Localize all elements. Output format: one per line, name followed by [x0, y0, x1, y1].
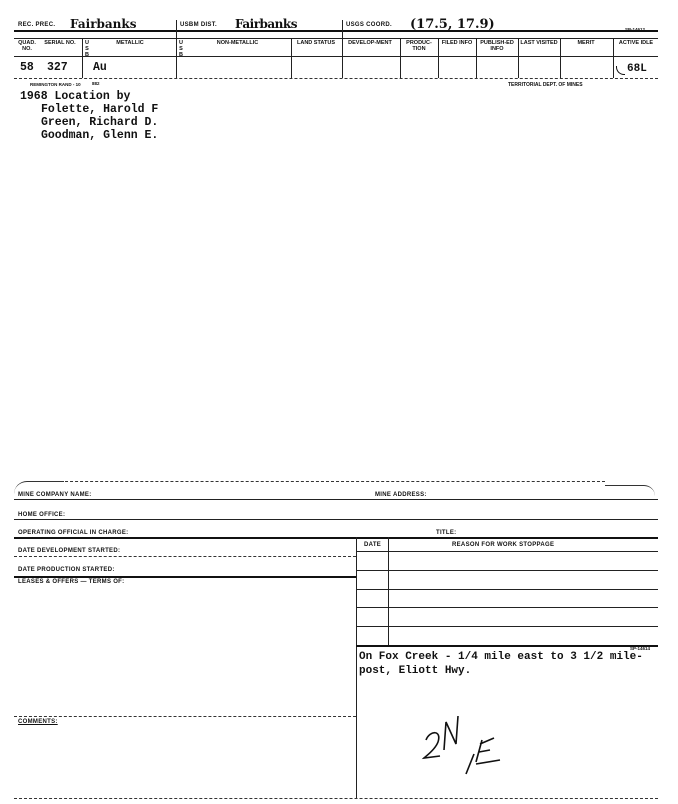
rec-prec-value: Fairbanks [70, 17, 137, 31]
stoppage-row-5 [356, 645, 658, 647]
location-name-2: Green, Richard D. [41, 116, 159, 129]
record-dashed-rule [14, 78, 658, 79]
stoppage-date-divider [388, 537, 389, 645]
col-metallic: METALLIC [116, 40, 144, 46]
column-header-rule [14, 56, 658, 57]
col-quad-no: QUAD. NO. [18, 40, 36, 52]
col-usb-nonmetallic: U S B [179, 40, 183, 58]
handwritten-grid-ref-text [416, 700, 419, 701]
col-usb-metallic: U S B [85, 40, 89, 58]
rec-prec-label: REC. PREC. [18, 22, 56, 28]
home-office-rule [14, 519, 658, 520]
mine-address-label: MINE ADDRESS: [375, 492, 427, 498]
location-heading: 1968 Location by [20, 90, 131, 103]
stoppage-row-4 [356, 626, 658, 627]
col-serial-no: SERIAL NO. [44, 40, 76, 46]
date-development-rule [14, 556, 356, 557]
col-div-prod [400, 38, 401, 78]
col-development: DEVELOP-MENT [348, 40, 392, 46]
stoppage-row-3 [356, 607, 658, 608]
usgs-coord-label: USGS COORD. [346, 22, 392, 28]
col-published-info: PUBLISH-ED INFO [480, 40, 514, 52]
stoppage-reason-header: REASON FOR WORK STOPPAGE [452, 542, 555, 548]
col-div-pub [476, 38, 477, 78]
header-divider-2 [342, 20, 343, 78]
header-divider-1 [176, 20, 177, 78]
bottom-curve-right [605, 485, 655, 496]
col-active-idle: ACTIVE IDLE [618, 40, 654, 46]
col-div-filed [438, 38, 439, 78]
usbm-dist-label: USBM DIST. [180, 22, 218, 28]
col-div-merit [560, 38, 561, 78]
home-office-label: HOME OFFICE: [18, 512, 66, 518]
territorial-dept-stamp: TERRITORIAL DEPT. OF MINES [508, 82, 583, 88]
stoppage-header-rule [356, 551, 658, 552]
col-nonmetallic: NON-METALLIC [216, 40, 259, 46]
usbm-dist-value: Fairbanks [235, 17, 297, 31]
record-quad: 58 [20, 61, 34, 74]
comments-top-rule [14, 716, 356, 717]
location-note-line-1: On Fox Creek - 1/4 mile east to 3 1/2 mile- [359, 651, 643, 663]
remington-stamp: REMINGTON RAND - 10 [30, 82, 81, 87]
location-note-line-2: post, Eliott Hwy. [359, 665, 472, 677]
date-development-started-label: DATE DEVELOPMENT STARTED: [18, 548, 121, 554]
record-active-idle: 68L [627, 63, 647, 75]
usgs-coord-value: (17.5, 17.9) [410, 17, 495, 32]
form-number: SP-14612 [625, 27, 646, 32]
bottom-dashed-top [60, 481, 605, 482]
col-production: PRODUC-TION [406, 40, 432, 52]
col-last-visited: LAST VISITED [520, 40, 558, 46]
operating-official-rule [14, 537, 658, 539]
col-land-status: LAND STATUS [297, 40, 335, 46]
stamp-code: 882 [92, 81, 100, 86]
stoppage-date-header: DATE [364, 542, 382, 548]
col-div-land [291, 38, 292, 78]
col-div-last [518, 38, 519, 78]
stoppage-row-1 [356, 570, 658, 571]
col-merit: MERIT [577, 40, 595, 46]
handwritten-grid-ref [416, 700, 536, 790]
col-filed-info: FILED INFO [441, 40, 473, 46]
location-name-3: Goodman, Glenn E. [41, 129, 159, 142]
active-idle-mark [616, 66, 625, 75]
mine-company-name-label: MINE COMPANY NAME: [18, 492, 92, 498]
date-production-started-label: DATE PRODUCTION STARTED: [18, 567, 115, 573]
bottom-dashed-rule [14, 798, 658, 799]
date-production-rule [14, 576, 356, 578]
record-serial: 327 [47, 61, 68, 74]
col-div-active [613, 38, 614, 78]
comments-label: COMMENTS: [18, 719, 58, 725]
header-rule [14, 38, 658, 39]
form-number-2: SP-14614 [630, 646, 651, 651]
record-metallic: Au [93, 61, 107, 74]
mine-company-rule [14, 499, 658, 500]
operating-official-label: OPERATING OFFICIAL IN CHARGE: [18, 530, 129, 536]
stoppage-row-2 [356, 589, 658, 590]
location-name-1: Folette, Harold F [41, 103, 159, 116]
leases-offers-label: LEASES & OFFERS — TERMS OF: [18, 579, 125, 585]
stoppage-table-left [356, 537, 357, 799]
col-div-usb [82, 38, 83, 78]
title-label: TITLE: [436, 530, 457, 536]
